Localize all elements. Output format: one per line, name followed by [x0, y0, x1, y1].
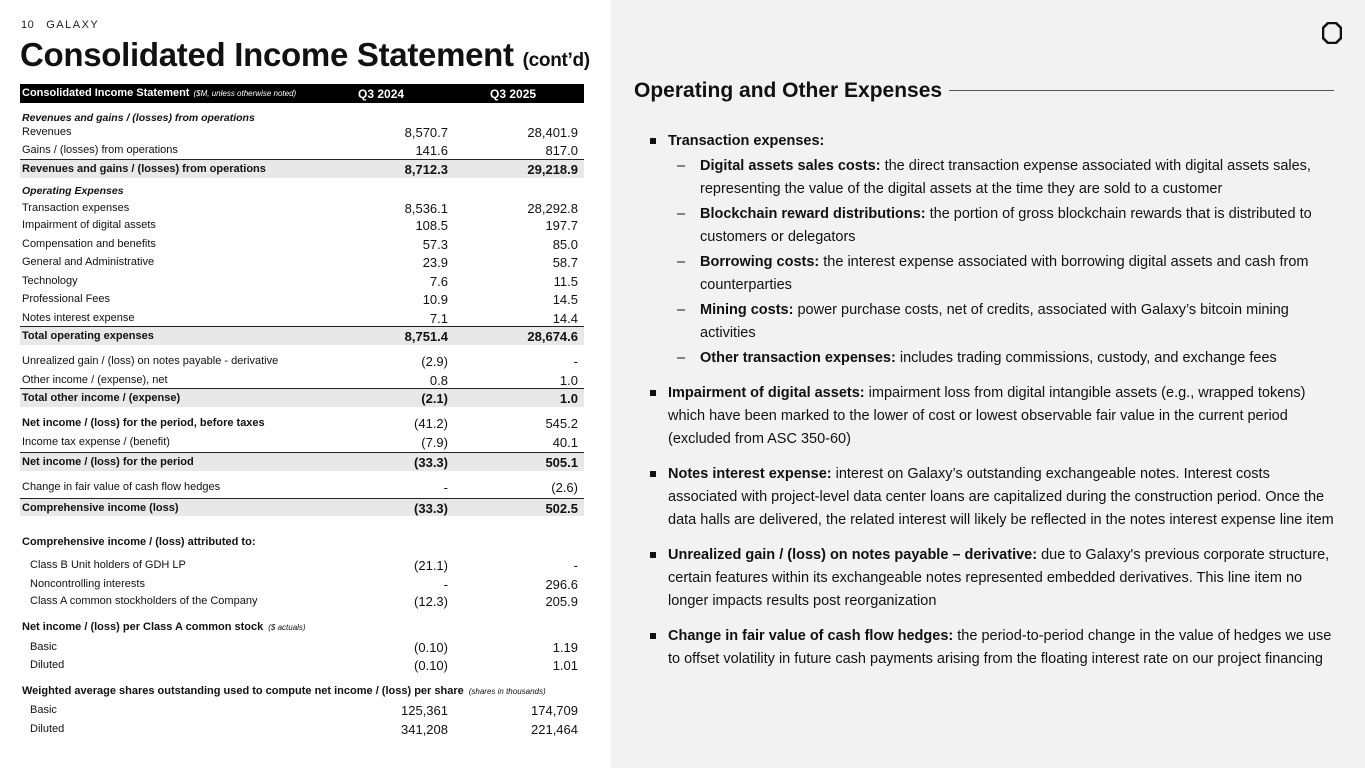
q3-2025-value: - [573, 354, 578, 369]
q3-2025-value: 29,218.9 [527, 162, 578, 177]
row-label-text: Class A common stockholders of the Company [30, 595, 258, 607]
q3-2024-value: (2.9) [421, 354, 448, 369]
row-label [22, 238, 156, 250]
section-title: Operating and Other Expenses [634, 79, 943, 102]
brand-name: GALAXY [46, 19, 100, 31]
q3-2024-value: (33.3) [414, 501, 448, 516]
section-title-rule [949, 90, 1334, 91]
table-row [20, 636, 584, 655]
sub-definition-item [668, 347, 1339, 370]
row-label [30, 723, 64, 735]
table-row [20, 252, 584, 271]
q3-2024-value: 8,751.4 [404, 329, 448, 344]
row-label [22, 163, 266, 175]
row-label-text: Comprehensive income (loss) [22, 502, 179, 514]
column-header-q3-2024: Q3 2024 [358, 87, 405, 101]
table-row [20, 471, 584, 498]
table-row [20, 308, 584, 326]
row-label-text: Gains / (losses) from operations [22, 144, 178, 156]
row-label [22, 374, 168, 386]
row-label-text: Notes interest expense [22, 312, 135, 324]
q3-2024-value: (21.1) [414, 558, 448, 573]
q3-2024-value: - [443, 480, 448, 495]
row-label [22, 417, 265, 429]
row-label [22, 275, 78, 287]
q3-2025-value: 174,709 [531, 703, 578, 718]
definition-term: Change in fair value of cash flow hedges: [668, 628, 954, 644]
income-statement-table [20, 103, 584, 738]
table-row [20, 700, 584, 718]
definition-term: Notes interest expense: [668, 466, 832, 482]
sub-definition-term: Borrowing costs: [700, 254, 820, 270]
q3-2025-value: (2.6) [551, 480, 578, 495]
table-row [20, 388, 584, 407]
row-label-text: Total other income / (expense) [22, 392, 181, 404]
q3-2025-value: 14.4 [552, 311, 578, 326]
q3-2025-value: 1.19 [552, 640, 578, 655]
q3-2024-value: 341,208 [401, 722, 448, 737]
row-label-text: Revenues [22, 126, 72, 138]
q3-2025-value: 817.0 [545, 143, 578, 158]
table-row [20, 197, 584, 215]
q3-2024-value: 125,361 [401, 703, 448, 718]
q3-2024-value: (33.3) [414, 455, 448, 470]
sub-definition-list [668, 155, 1339, 370]
q3-2025-value: 1.0 [559, 373, 578, 388]
q3-2025-value: 14.5 [552, 292, 578, 307]
q3-2025-value: 28,401.9 [527, 125, 578, 140]
row-label [22, 144, 178, 156]
q3-2024-value: (0.10) [414, 658, 448, 673]
row-label [22, 293, 110, 305]
row-label-text: Net income / (loss) per Class A common stock [22, 621, 264, 633]
definition-bullet [649, 544, 1339, 613]
q3-2024-value: 8,570.7 [404, 125, 448, 140]
row-label-text: Weighted average shares outstanding used to compute net income / (loss) per share [22, 685, 464, 697]
table-row [20, 345, 584, 370]
row-label [22, 502, 179, 514]
row-label-text: Operating Expenses [22, 185, 124, 197]
q3-2025-value: 545.2 [545, 416, 578, 431]
expense-definitions-list [649, 130, 1339, 683]
q3-2025-value: 85.0 [552, 237, 578, 252]
table-header-title: Consolidated Income Statement [22, 87, 190, 99]
q3-2025-value: 205.9 [545, 594, 578, 609]
sub-definition-text: the portion of gross blockchain rewards that is distributed to customers or delegators [700, 206, 1312, 245]
q3-2024-value: (12.3) [414, 594, 448, 609]
q3-2025-value: 58.7 [552, 255, 578, 270]
table-row [20, 215, 584, 234]
definition-term: Transaction expenses: [668, 133, 825, 149]
dash-marker: – [677, 206, 686, 222]
row-label [22, 256, 154, 268]
q3-2025-value: 221,464 [531, 722, 578, 737]
definition-bullet [649, 382, 1339, 451]
definition-term: Impairment of digital assets: [668, 385, 865, 401]
row-label-text: Diluted [30, 723, 65, 735]
definition-text: impairment loss from digital intangible assets (e.g., wrapped tokens) which have been marked to the lower of cost or lowest observable fair value in the current period (excluded from ASC 350-60) [668, 385, 1306, 447]
row-label-text: Noncontrolling interests [30, 578, 145, 590]
q3-2025-value: 40.1 [552, 435, 578, 450]
row-label-text: Compensation and benefits [22, 238, 156, 250]
table-row [20, 516, 584, 554]
row-label [22, 536, 255, 548]
q3-2024-value: (7.9) [421, 435, 448, 450]
page-number: 10 [21, 19, 35, 31]
row-label [22, 219, 156, 231]
q3-2025-value: 296.6 [545, 577, 578, 592]
q3-2025-value: - [573, 558, 578, 573]
q3-2024-value: 57.3 [422, 237, 448, 252]
sub-definition-term: Digital assets sales costs: [700, 158, 881, 174]
row-label [30, 704, 57, 716]
row-label-text: Basic [30, 641, 57, 653]
row-label-text: Transaction expenses [22, 202, 130, 214]
q3-2024-value: (0.10) [414, 640, 448, 655]
row-note: ($ actuals) [268, 623, 306, 632]
sub-definition-term: Mining costs: [700, 302, 794, 318]
definition-text: interest on Galaxy’s outstanding exchangeable notes. Interest costs associated with project-level data center loans are capitalized during the construction period. Once the data halls are delivered, the related interest will likely be reflected in the notes interest expense line item [668, 466, 1334, 528]
page-title [20, 36, 590, 74]
column-header-q3-2025: Q3 2025 [490, 87, 537, 101]
table-row [20, 591, 584, 610]
expenses-panel [611, 0, 1365, 768]
sub-definition-text: the interest expense associated with borrowing digital assets and cash from counterparties [700, 254, 1309, 293]
row-label-text: Professional Fees [22, 293, 111, 305]
table-header [20, 84, 584, 103]
sub-definition-term: Other transaction expenses: [700, 350, 896, 366]
table-row [20, 326, 584, 345]
definition-text: due to Galaxy's previous corporate structure, certain features within its exchangeable notes represented embedded derivatives. This line item no longer impacts results post reorganization [668, 547, 1330, 609]
q3-2025-value: 11.5 [553, 274, 578, 289]
table-header-label [22, 87, 296, 99]
q3-2024-value: 7.1 [429, 311, 448, 326]
table-row [20, 610, 584, 636]
row-label-text: Change in fair value of cash flow hedges [22, 481, 221, 493]
row-label [22, 202, 129, 214]
table-row [20, 655, 584, 673]
page-header [21, 19, 99, 31]
row-label-text: Impairment of digital assets [22, 219, 156, 231]
definition-term: Unrealized gain / (loss) on notes payable – derivative: [668, 547, 1038, 563]
row-label-text: Class B Unit holders of GDH LP [30, 559, 186, 571]
dash-marker: – [677, 302, 686, 318]
q3-2024-value: (41.2) [414, 416, 448, 431]
table-header-note: ($M, unless otherwise noted) [193, 89, 297, 98]
row-label-text: Net income / (loss) for the period, before taxes [22, 417, 265, 429]
definition-bullet [649, 625, 1339, 671]
galaxy-logo-icon [1322, 22, 1342, 44]
table-row [20, 271, 584, 289]
table-row [20, 452, 584, 471]
q3-2025-value: 1.0 [559, 391, 578, 406]
sub-definition-text: power purchase costs, net of credits, associated with Galaxy’s bitcoin mining activities [700, 302, 1289, 341]
dash-marker: – [677, 350, 686, 366]
sub-definition-item [668, 203, 1339, 249]
definition-text: the period-to-period change in the value of hedges we use to offset volatility in future cash payments arising from the floating interest rate on our project financing [668, 628, 1332, 667]
dash-marker: – [677, 254, 686, 270]
q3-2025-value: 28,674.6 [527, 329, 578, 344]
table-row [20, 433, 584, 452]
sub-definition-item [668, 299, 1339, 345]
q3-2024-value: (2.1) [421, 391, 448, 406]
q3-2025-value: 197.7 [545, 218, 578, 233]
row-label-text: Revenues and gains / (losses) from operations [22, 112, 255, 124]
row-label [22, 392, 180, 404]
q3-2024-value: - [443, 577, 448, 592]
row-label [22, 330, 154, 342]
sub-definition-term: Blockchain reward distributions: [700, 206, 926, 222]
row-label [22, 436, 170, 448]
row-label [30, 578, 145, 590]
row-label [30, 559, 186, 571]
row-label [30, 595, 257, 607]
sub-definition-item [668, 155, 1339, 201]
row-label-text: Diluted [30, 659, 65, 671]
q3-2025-value: 505.1 [545, 455, 578, 470]
table-row [20, 103, 584, 123]
row-label [30, 659, 64, 671]
row-label-text: Unrealized gain / (loss) on notes payable - derivative [22, 355, 279, 367]
table-row [20, 370, 584, 388]
table-row [20, 141, 584, 159]
row-label-text: Technology [22, 275, 78, 287]
row-label-text: General and Administrative [22, 256, 155, 268]
table-row [20, 718, 584, 738]
row-label-text: Other income / (expense), net [22, 374, 168, 386]
table-row [20, 407, 584, 433]
page-title-suffix: (cont’d) [522, 50, 590, 71]
q3-2024-value: 23.9 [422, 255, 448, 270]
q3-2024-value: 7.6 [429, 274, 448, 289]
q3-2025-value: 502.5 [545, 501, 578, 516]
row-label [22, 685, 546, 697]
table-row [20, 289, 584, 308]
sub-definition-text: the direct transaction expense associated with digital assets sales, representing the value of the digital assets at the time they are sold to a customer [700, 158, 1311, 197]
row-label [22, 481, 220, 493]
table-row [20, 159, 584, 178]
table-row [20, 554, 584, 573]
row-label-text: Basic [30, 704, 57, 716]
page-title-main: Consolidated Income Statement [20, 36, 514, 73]
sub-definition-item [668, 251, 1339, 297]
q3-2024-value: 108.5 [415, 218, 448, 233]
sub-definition-text: includes trading commissions, custody, and exchange fees [895, 350, 1277, 366]
row-label [22, 355, 278, 367]
row-note: (shares in thousands) [468, 687, 546, 696]
row-label-text: Net income / (loss) for the period [22, 456, 194, 468]
row-label [22, 456, 194, 468]
q3-2024-value: 10.9 [422, 292, 448, 307]
table-row [20, 573, 584, 591]
table-row [20, 673, 584, 700]
q3-2024-value: 8,712.3 [404, 162, 448, 177]
row-label-text: Revenues and gains / (losses) from operations [22, 163, 266, 175]
row-label [22, 621, 306, 633]
table-row [20, 123, 584, 141]
row-label [22, 185, 124, 197]
dash-marker: – [677, 158, 686, 174]
row-label [30, 641, 57, 653]
income-statement-panel [0, 0, 611, 768]
table-row [20, 178, 584, 197]
definition-bullet [649, 463, 1339, 532]
table-row [20, 498, 584, 516]
row-label-text: Comprehensive income / (loss) attributed to: [22, 536, 256, 548]
q3-2024-value: 8,536.1 [404, 201, 448, 216]
q3-2024-value: 141.6 [415, 143, 448, 158]
row-label-text: Total operating expenses [22, 330, 154, 342]
q3-2025-value: 1.01 [552, 658, 578, 673]
q3-2025-value: 28,292.8 [527, 201, 578, 216]
table-row [20, 234, 584, 252]
row-label [22, 126, 72, 138]
q3-2024-value: 0.8 [429, 373, 448, 388]
definition-bullet [649, 130, 1339, 370]
row-label-text: Income tax expense / (benefit) [22, 436, 170, 448]
row-label [22, 312, 135, 324]
